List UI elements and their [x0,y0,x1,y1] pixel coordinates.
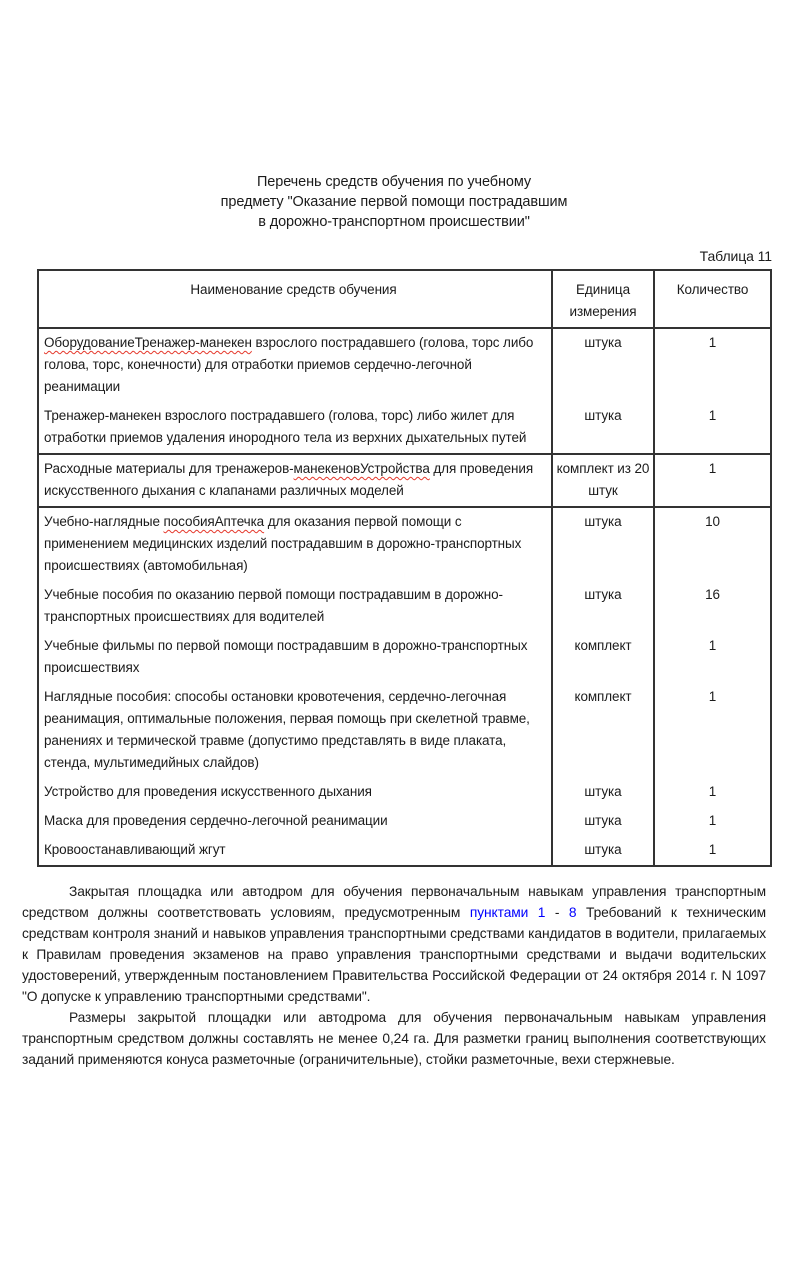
document-title [0,172,788,232]
qty-cell: 16 [705,587,720,602]
title-line-1: Перечень средств обучения по учебному [256,174,532,190]
table-row-group [39,506,770,865]
item-name-cell [39,455,551,506]
misspelled-text: ОборудованиеТренажер-манекен [44,335,252,350]
item-name-text: для оказания первой помощи с применением медицинских изделий пострадавшим в дорожно-транспортных происшествиях (автомобильная) [44,514,522,573]
title-line-3: в дорожно-транспортном происшествии" [258,214,530,230]
unit-cell: комплект [551,683,655,778]
paragraph-text: Закрытая площадка или автодром для обучения первоначальным навыкам управления транспортным средством должны соответствовать условиям, предусмотренным [22,884,766,920]
table-row [39,455,770,506]
qty-cell: 1 [708,842,717,857]
item-name-cell: Маска для проведения сердечно-легочной реанимации [44,813,388,828]
item-name-cell [39,329,551,402]
unit-cell: штука [551,508,655,581]
table-row [39,402,770,453]
qty-cell: 1 [708,813,717,828]
qty-cell: 1 [708,689,717,704]
header-unit-cell: Единица измерения [551,271,655,327]
unit-cell: комплект [551,632,655,683]
paragraph-closed-area [22,881,766,1007]
link-punktami-1[interactable]: пунктами 1 [469,905,546,920]
item-name-cell: Устройство для проведения искусственного дыхания [44,784,372,799]
item-name-cell: Тренажер-манекен взрослого пострадавшего (голова, торс) либо жилет для отработки приемов удаления инородного тела из верхних дыхательных путей [44,408,527,445]
qty-cell: 10 [705,514,720,529]
header-name-cell: Наименование средств обучения [190,282,397,297]
misspelled-text: пособияАптечка [163,514,265,529]
paragraph-text: Требований к техническим средствам контроля знаний и навыков управления транспортными средствами кандидатов в водители, прилагаемых к Правилам проведения экзаменов на право управления транспортными средствами и выдачи водительских удостоверений, утвержденным постановлением Правительства Российской Федерации от 24 октября 2014 г. N 1097 "О допуске к управлению транспортными средствами". [22,905,766,1004]
unit-cell: штука [551,807,655,836]
table-row [39,581,770,632]
unit-cell: штука [551,329,655,402]
header-qty-cell: Количество [676,282,749,297]
table-row-group [39,453,770,506]
table-row-group [39,327,770,453]
item-name-text: Расходные материалы для тренажеров- [44,461,294,476]
item-name-cell: Учебные фильмы по первой помощи пострадавшим в дорожно-транспортных происшествиях [44,638,528,675]
equipment-table-body [39,327,770,865]
item-name-cell: Наглядные пособия: способы остановки кровотечения, сердечно-легочная реанимация, оптимальные положения, первая помощь при скелетной травме, ранениях и термической травме (допустимо представлять в виде плаката, стенда, мультимедийных слайдов) [44,689,530,770]
table-row [39,807,770,836]
unit-cell: штука [551,836,655,865]
qty-cell: 1 [708,408,717,423]
table-header-row [39,271,770,327]
unit-cell: штука [551,778,655,807]
table-caption: Таблица 11 [699,248,772,264]
item-name-cell: Учебные пособия по оказанию первой помощи пострадавшим в дорожно-транспортных происшествиях для водителей [44,587,503,624]
qty-cell: 1 [708,335,717,350]
unit-cell: комплект из 20 штук [551,455,655,506]
body-text [22,881,766,1070]
item-name-text: взрослого пострадавшего (голова, торс либо голова, торс, конечности) для отработки приемов сердечно-легочной реанимации [44,335,534,394]
unit-cell: штука [551,581,655,632]
table-row [39,683,770,778]
paragraph-sizes: Размеры закрытой площадки или автодрома для обучения первоначальным навыкам управления транспортным средством должны составлять не менее 0,24 га. Для разметки границ выполнения соответствующих заданий применяются конуса разметочные (ограничительные), стойки разметочные, вехи стержневые. [22,1010,766,1067]
table-row [39,632,770,683]
equipment-table [37,269,772,867]
table-row [39,508,770,581]
qty-cell: 1 [708,784,717,799]
unit-cell: штука [551,402,655,453]
item-name-text: Учебно-наглядные [44,514,164,529]
link-punkt-8[interactable]: 8 [568,905,577,920]
misspelled-text: манекеновУстройства [293,461,430,476]
table-row [39,778,770,807]
item-name-cell [39,508,551,581]
item-name-cell: Кровоостанавливающий жгут [44,842,226,857]
title-line-2: предмету "Оказание первой помощи пострадавшим [220,194,568,210]
item-name-text: для проведения искусственного дыхания с клапанами различных моделей [44,461,534,498]
table-row [39,329,770,402]
paragraph-text: - [545,905,569,920]
table-row [39,836,770,865]
qty-cell: 1 [708,638,717,653]
qty-cell: 1 [708,461,717,476]
